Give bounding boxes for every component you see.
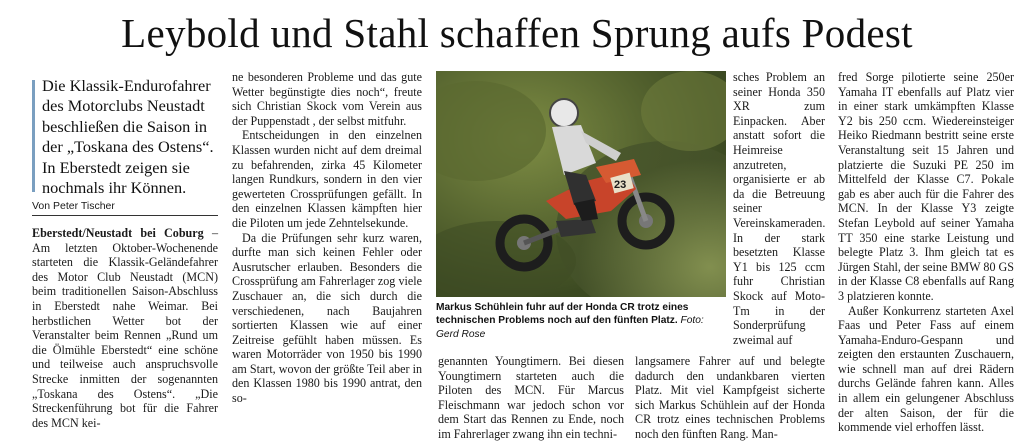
column-1-text: – Am letzten Oktober-Wochenende starteten die Klassik-Geländefahrer des Motor Club Neustadt (MCN) beim traditionellen Saison-Abschluss in Eberstedt nahe Weimar. Bei herbstlichen Wetter bot der Veranstalter beim Rennen „Rund um die Ölmühle Eberstedt“ eine schöne und teilweise auch anspruchsvolle Strecke inmitten der sogenannten „Toskana des Ostens“. „Die Streckenführung bot für die Fahrer des MCN kei- <box>32 226 218 430</box>
column-1-paragraph <box>32 226 218 430</box>
article-column-3-upper <box>733 70 825 347</box>
article-column-2 <box>232 70 422 406</box>
bike-number: 23 <box>614 179 627 191</box>
dateline: Eberstedt/Neustadt bei Coburg <box>32 226 204 240</box>
column-4-paragraph-2: Außer Konkurrenz starteten Axel Faas und Peter Fass auf einem Yamaha-Enduro-Gespann und zeigten den erstaunten Zuschauern, wie schnell man auf drei Rädern durchs Gelände fahren kann. Alles in allem ein gelungener Abschluss der alten Saison, der für die kommende viel erhoffen lässt. <box>838 303 1014 435</box>
column-3-lower-right-text: langsamere Fahrer auf und belegte dadurch den undankbaren vierten Platz. Mit viel Kampfgeist sicherte sich Markus Schühlein auf der Honda CR trotz eines technischen Problems noch den fünften Rang. Man- <box>635 354 825 441</box>
headline: Leybold und Stahl schaffen Sprung aufs Podest <box>121 10 913 56</box>
lead-paragraph: Die Klassik-Endurofahrer des Motorclubs Neustadt beschließen die Saison in der „Toskana des Ostens“. In Eberstedt zeigen sie nochmals ihr Können. <box>42 76 214 198</box>
motocross-photo <box>436 71 726 297</box>
photo-caption <box>436 301 726 341</box>
column-2-paragraph-1: ne besonderen Probleme und das gute Wetter begünstigte dies noch“, freute sich Christian Skock vom Verein aus der Puppenstadt , der selbst mitfuhr. <box>232 70 422 128</box>
article-column-3-lower-left <box>438 354 624 442</box>
column-2-paragraph-2: Entscheidungen in den einzelnen Klassen wurden nicht auf dem dreimal zu befahrenden, zirka 45 Kilometer langen Rundkurs, sondern in den vier gewerteten Crossprüfungen gefällt. In den einzelnen Klassen kämpften hier die Piloten um jede Zehntelsekunde. <box>232 128 422 230</box>
column-4-paragraph-1: fred Sorge pilotierte seine 250er Yamaha IT ebenfalls auf Platz vier in einer stark umkämpften Klasse Y2 bis 250 ccm. Wiedereinsteiger Heiko Riedmann bestritt seine erste Veranstaltung seit 15 Jahren und platzierte die Suzuki PE 250 im Mittelfeld der Klasse C7. Pokale gab es aber auch für die Fahrer des MCN. In der Klasse Y3 zeigte Stefan Leybold auf seiner Yamaha TT 350 eine starke Leistung und belegte Platz 3. Ihm gleich tat es Jürgen Stahl, der seine BMW 80 GS in der Klasse C8 ebenfalls auf Rang 3 platzieren konnte. <box>838 70 1014 303</box>
author-byline: Von Peter Tischer <box>32 200 115 212</box>
article-column-4 <box>838 70 1014 435</box>
byline-divider <box>32 215 218 216</box>
column-3-lower-left-text: genannten Youngtimern. Bei diesen Youngtimern starteten auch die Piloten des MCN. Für Marcus Fleischmann war jedoch schon vor dem Start das Rennen zu Ende, noch im Fahrerlager zwang ihn ein techni- <box>438 354 624 441</box>
lead-accent-bar <box>32 80 35 192</box>
article-column-3-lower-right <box>635 354 825 442</box>
photo-credit: Foto: Gerd Rose <box>436 315 704 340</box>
caption-text: Markus Schühlein fuhr auf der Honda CR trotz eines technischen Problems noch auf den fünften Platz. <box>436 302 689 327</box>
column-3-upper-text: sches Problem an seiner Honda 350 XR zum Einpacken. Aber anstatt sofort die Heimreise anzutreten, organisierte er ab da die Betreuung seiner Vereinskameraden. In der stark besetzten Klasse Y1 bis 125 ccm fuhr Christian Skock auf Moto-Tm in der Sonderprüfung zweimal auf <box>733 70 826 347</box>
column-2-paragraph-3: Da die Prüfungen sehr kurz waren, durfte man sich keinen Fehler oder Ausrutscher erlauben. Besonders die Crossprüfung am Fahrerlager zog viele Zuschauer an, die sich durch die verschiedenen, nach Baujahren sortierten Klassen wie auf einer Zeitreise gefühlt haben müssen. Es waren Motorräder von 1950 bis 1990 am Start, wovon der größte Teil aber in den Klassen 1980 bis 1990 antrat, den so- <box>232 230 422 406</box>
photo-illustration <box>436 71 726 297</box>
article-column-1 <box>32 226 218 430</box>
